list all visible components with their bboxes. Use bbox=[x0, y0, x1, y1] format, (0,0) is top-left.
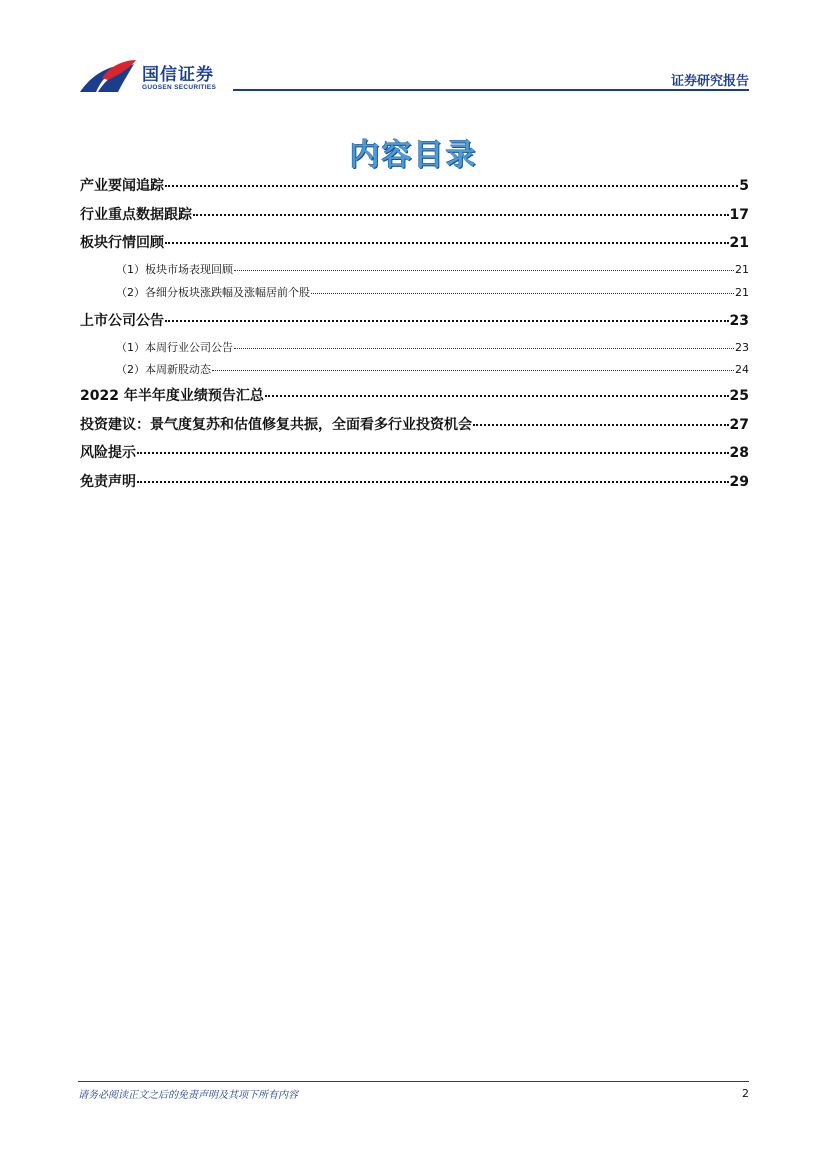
page-header bbox=[0, 0, 827, 100]
brand-name-en: GUOSEN SECURITIES bbox=[142, 84, 217, 91]
toc-entry[interactable] bbox=[80, 414, 749, 434]
footer-disclaimer-note: 请务必阅读正文之后的免责声明及其项下所有内容 bbox=[78, 1090, 298, 1101]
toc-entry-page: 27 bbox=[729, 417, 749, 433]
toc-leader-dots bbox=[193, 214, 729, 216]
toc-entry-page: 21 bbox=[729, 235, 749, 251]
toc-leader-dots bbox=[165, 185, 738, 187]
toc-entry-page: 21 bbox=[735, 263, 749, 276]
toc-entry[interactable] bbox=[80, 385, 749, 405]
toc-leader-dots bbox=[137, 481, 729, 483]
toc-entry[interactable] bbox=[80, 284, 749, 300]
toc-entry-label: 投资建议：景气度复苏和估值修复共振，全面看多行业投资机会 bbox=[80, 417, 472, 433]
toc-entry-label: （2）各细分板块涨跌幅及涨幅居前个股 bbox=[116, 286, 310, 299]
header-divider bbox=[233, 89, 749, 91]
toc-entry-page: 17 bbox=[729, 207, 749, 223]
toc-entry[interactable] bbox=[80, 471, 749, 491]
toc-entry-page: 28 bbox=[729, 445, 749, 461]
toc-entry[interactable] bbox=[80, 442, 749, 462]
toc-leader-dots bbox=[165, 320, 729, 322]
page-number: 2 bbox=[742, 1087, 749, 1100]
toc-entry[interactable] bbox=[80, 339, 749, 355]
guosen-logo bbox=[78, 58, 228, 98]
toc-entry-page: 23 bbox=[735, 341, 749, 354]
toc-entry-label: 风险提示 bbox=[80, 445, 136, 461]
toc-entry[interactable] bbox=[80, 310, 749, 330]
toc-entry-label: 上市公司公告 bbox=[80, 313, 164, 329]
toc-entry[interactable] bbox=[80, 261, 749, 277]
guosen-logo-icon bbox=[78, 58, 138, 94]
toc-entry-label: 2022 年半年度业绩预告汇总 bbox=[80, 388, 264, 404]
toc-entry-page: 29 bbox=[729, 474, 749, 490]
toc-entry-page: 5 bbox=[739, 178, 749, 194]
toc-leader-dots bbox=[234, 348, 734, 349]
toc-entry-page: 23 bbox=[729, 313, 749, 329]
footer-divider bbox=[78, 1081, 749, 1082]
toc-entry-page: 21 bbox=[735, 286, 749, 299]
brand-name-cn: 国信证券 bbox=[142, 65, 214, 85]
toc-leader-dots bbox=[234, 270, 734, 271]
toc-leader-dots bbox=[311, 293, 734, 294]
toc-leader-dots bbox=[265, 395, 729, 397]
toc-title: 内容目录 bbox=[349, 138, 478, 173]
toc-entry[interactable] bbox=[80, 175, 749, 195]
toc-entry-label: 免责声明 bbox=[80, 474, 136, 490]
toc-entry[interactable] bbox=[80, 361, 749, 377]
report-type-label: 证券研究报告 bbox=[670, 74, 749, 89]
toc-leader-dots bbox=[165, 242, 729, 244]
toc-entry-page: 24 bbox=[735, 363, 749, 376]
toc-leader-dots bbox=[473, 424, 729, 426]
toc-leader-dots bbox=[212, 370, 734, 371]
toc-entry-label: （1）板块市场表现回顾 bbox=[116, 263, 233, 276]
toc-entry-label: 行业重点数据跟踪 bbox=[80, 207, 192, 223]
toc-entry-label: 产业要闻追踪 bbox=[80, 178, 164, 194]
toc-entry-label: （2）本周新股动态 bbox=[116, 363, 211, 376]
toc-entry[interactable] bbox=[80, 232, 749, 252]
toc-entry[interactable] bbox=[80, 204, 749, 224]
toc-entry-label: （1）本周行业公司公告 bbox=[116, 341, 233, 354]
toc-entry-label: 板块行情回顾 bbox=[80, 235, 164, 251]
toc-leader-dots bbox=[137, 452, 729, 454]
toc-entry-page: 25 bbox=[729, 388, 749, 404]
